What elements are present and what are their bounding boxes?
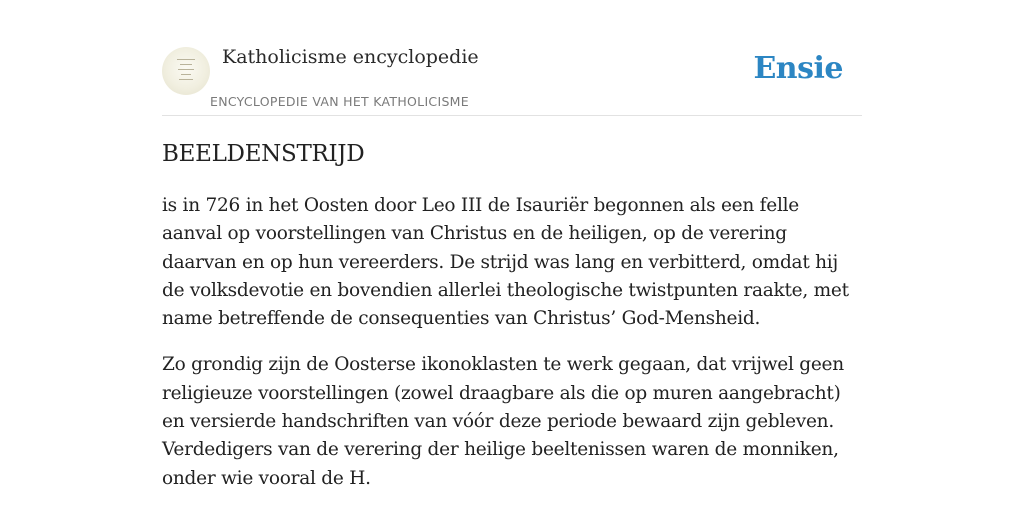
ensie-logo-link[interactable]: Ensie <box>753 51 843 86</box>
header-divider <box>162 115 862 116</box>
book-title[interactable]: Katholicisme encyclopedie <box>222 46 479 68</box>
article <box>162 138 862 511</box>
book-subtitle: ENCYCLOPEDIE VAN HET KATHOLICISME <box>210 94 469 109</box>
site-header <box>162 0 862 116</box>
article-paragraph: is in 726 in het Oosten door Leo III de Isauriër begonnen als een felle aanval op voorstellingen van Christus en de heiligen, op de verering daarvan en op hun vereerders. De strijd was lang en verbitterd, omdat hij de volksdevotie en bovendien allerlei theologische twistpunten raakte, met name betreffende de consequenties van Christus’ God-Mensheid. <box>162 195 849 330</box>
article-paragraph: Zo grondig zijn de Oosterse ikonoklasten te werk gegaan, dat vrijwel geen religieuze voorstellingen (zowel draagbare als die op muren aangebracht) en versierde handschriften van vóór deze periode bewaard zijn gebleven. Verdedigers van de verering der heilige beeltenissen waren de monniken, onder wie vooral de H. <box>162 354 844 489</box>
book-cover-icon[interactable] <box>162 47 210 95</box>
article-title: BEELDENSTRIJD <box>162 141 365 167</box>
